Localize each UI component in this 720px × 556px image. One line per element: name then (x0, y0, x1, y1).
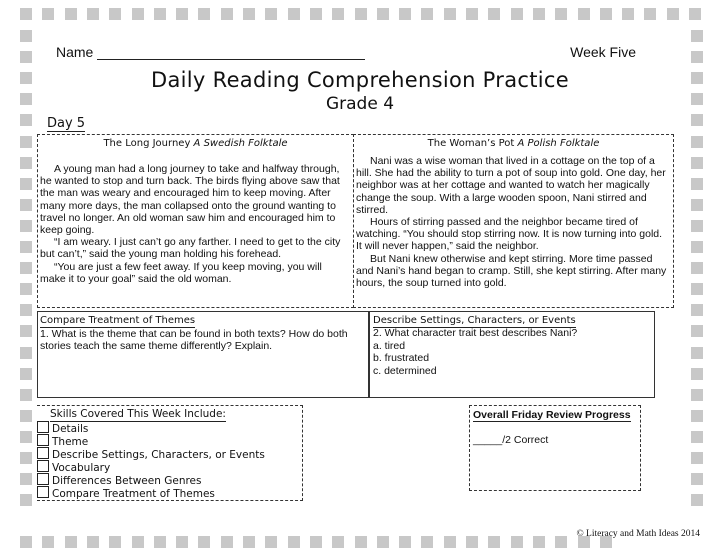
border-square (154, 8, 166, 20)
border-square (355, 8, 367, 20)
border-square (691, 410, 703, 422)
border-square (332, 536, 344, 548)
border-square (20, 347, 32, 359)
border-square (20, 262, 32, 274)
border-square (20, 410, 32, 422)
skill-label: Describe Settings, Characters, or Events (52, 449, 265, 461)
border-square (555, 8, 567, 20)
border-square (691, 30, 703, 42)
border-square (691, 473, 703, 485)
border-square (691, 283, 703, 295)
border-square (691, 136, 703, 148)
border-square (42, 536, 54, 548)
border-square (691, 368, 703, 380)
checkbox[interactable] (37, 486, 49, 498)
border-square (555, 536, 567, 548)
border-square (20, 431, 32, 443)
border-square (511, 8, 523, 20)
skills-title: Skills Covered This Week Include: (50, 408, 226, 420)
checkbox[interactable] (37, 473, 49, 485)
border-square (20, 304, 32, 316)
question-text: 1. What is the theme that can be found in both texts? How do both stories teach the same theme differently? Explain. (40, 328, 348, 353)
border-square (20, 368, 32, 380)
border-square (20, 30, 32, 42)
page-title: Daily Reading Comprehension Practice (151, 68, 569, 92)
border-square (20, 536, 32, 548)
border-square (176, 8, 188, 20)
border-square (20, 114, 32, 126)
question-text: 2. What character trait best describes Nani? (373, 327, 578, 339)
border-square (87, 536, 99, 548)
answer-option-a[interactable]: a. tired (373, 340, 406, 352)
review-title: Overall Friday Review Progress (473, 409, 631, 421)
skill-item-theme[interactable] (37, 434, 88, 447)
skill-label: Vocabulary (52, 462, 111, 474)
passage-title-text: The Woman’s Pot (427, 138, 515, 149)
border-square (444, 8, 456, 20)
grade-label: Grade 4 (325, 94, 395, 114)
border-square (288, 536, 300, 548)
border-square (399, 536, 411, 548)
border-square (533, 536, 545, 548)
border-square (132, 536, 144, 548)
border-square (20, 283, 32, 295)
border-square (154, 536, 166, 548)
border-square (578, 8, 590, 20)
border-square (20, 494, 32, 506)
skill-label: Compare Treatment of Themes (52, 488, 215, 500)
border-square (20, 452, 32, 464)
question-heading: Compare Treatment of Themes (40, 315, 196, 326)
border-square (20, 157, 32, 169)
border-square (176, 536, 188, 548)
checkbox[interactable] (37, 447, 49, 459)
skill-label: Theme (52, 436, 89, 448)
border-square (87, 8, 99, 20)
border-square (265, 536, 277, 548)
passage-subtitle-text: A Swedish Folktale (193, 138, 288, 149)
border-square (42, 8, 54, 20)
border-square (667, 8, 679, 20)
border-square (444, 536, 456, 548)
skill-label: Differences Between Genres (52, 475, 202, 487)
border-square (109, 8, 121, 20)
border-square (65, 536, 77, 548)
border-square (689, 8, 701, 20)
border-square (622, 8, 634, 20)
border-square (691, 389, 703, 401)
border-square (20, 8, 32, 20)
skill-label: Details (52, 423, 89, 435)
passage-title-left (38, 138, 353, 149)
skill-item-settings[interactable] (37, 447, 265, 460)
border-square (20, 51, 32, 63)
passage-body-right (356, 155, 670, 289)
passage-subtitle-text: A Polish Folktale (517, 138, 600, 149)
border-square (310, 8, 322, 20)
border-square (132, 8, 144, 20)
question-heading: Describe Settings, Characters, or Events (373, 315, 576, 326)
paragraph: Hours of stirring passed and the neighbor became tired of watching. “You should stop stirring now. It is now turning into gold. It will never happen,” said the neighbor. (356, 216, 663, 253)
border-square (355, 536, 367, 548)
border-square (221, 536, 233, 548)
border-square (20, 473, 32, 485)
answer-option-c[interactable]: c. determined (373, 365, 437, 377)
border-square (421, 536, 433, 548)
border-square (691, 452, 703, 464)
border-square (399, 8, 411, 20)
name-label: Name (56, 44, 94, 60)
passage-body-left (40, 163, 348, 285)
border-square (691, 178, 703, 190)
border-square (466, 536, 478, 548)
border-square (221, 8, 233, 20)
border-square (377, 8, 389, 20)
border-square (600, 8, 612, 20)
border-square (20, 220, 32, 232)
border-square (691, 220, 703, 232)
answer-option-b[interactable]: b. frustrated (373, 352, 430, 364)
border-square (198, 536, 210, 548)
border-square (466, 8, 478, 20)
correct-count[interactable]: _____/2 Correct (473, 434, 549, 446)
checkbox[interactable] (37, 460, 49, 472)
border-square (332, 8, 344, 20)
paragraph: “I am weary. I just can’t go any farther. I need to get to the city but can’t,” said the young man holding his forehead. (40, 236, 341, 261)
border-square (20, 389, 32, 401)
day-label: Day 5 (47, 116, 86, 131)
border-square (691, 304, 703, 316)
checkbox[interactable] (37, 421, 49, 433)
border-square (691, 157, 703, 169)
skill-item-compare[interactable] (37, 486, 215, 499)
border-square (20, 178, 32, 190)
skill-item-genres[interactable] (37, 473, 202, 486)
border-square (691, 51, 703, 63)
skill-item-details[interactable] (37, 421, 88, 434)
border-square (198, 8, 210, 20)
name-field[interactable] (56, 44, 365, 60)
border-square (288, 8, 300, 20)
border-square (20, 136, 32, 148)
border-square (691, 199, 703, 211)
border-square (691, 114, 703, 126)
paragraph: A young man had a long journey to take and halfway through, he wanted to stop and turn back. The birds flying above saw that the man was weary and encouraged him to keep moving. After many more days, the man collapsed onto the ground wanting to travel no longer. An old woman saw him and encouraged him to keep going. (40, 163, 340, 237)
border-square (691, 325, 703, 337)
border-square (265, 8, 277, 20)
border-square (488, 8, 500, 20)
border-square (243, 8, 255, 20)
passage-title-text: The Long Journey (103, 138, 191, 149)
border-square (691, 262, 703, 274)
border-square (511, 536, 523, 548)
border-square (65, 8, 77, 20)
border-square (243, 536, 255, 548)
border-square (691, 431, 703, 443)
paragraph: Nani was a wise woman that lived in a cottage on the top of a hill. She had the ability to turn a pot of soup into gold. One day, her neighbor was at her cottage and wanted to watch her magically change the soup. With a large wooden spoon, Nani stirred and stirred. (356, 155, 666, 216)
border-square (20, 325, 32, 337)
checkbox[interactable] (37, 434, 49, 446)
border-square (533, 8, 545, 20)
border-square (377, 536, 389, 548)
border-square (691, 494, 703, 506)
border-square (310, 536, 322, 548)
paragraph: But Nani knew otherwise and kept stirring. More time passed and Nani’s hand began to cramp. Still, she kept stirring. After many hours, the soup turned into gold. (356, 252, 667, 290)
paragraph: “You are just a few feet away. If you keep moving, you will make it to your goal” said the old woman. (40, 260, 322, 285)
border-square (691, 347, 703, 359)
name-underline[interactable] (97, 45, 365, 60)
border-square (20, 241, 32, 253)
border-square (20, 199, 32, 211)
week-label: Week Five (570, 44, 636, 60)
border-square (488, 536, 500, 548)
copyright: © Literacy and Math Ideas 2014 (576, 529, 700, 539)
border-square (109, 536, 121, 548)
skill-item-vocabulary[interactable] (37, 460, 110, 473)
border-square (421, 8, 433, 20)
passage-title-right (354, 138, 673, 149)
border-square (691, 241, 703, 253)
border-square (644, 8, 656, 20)
